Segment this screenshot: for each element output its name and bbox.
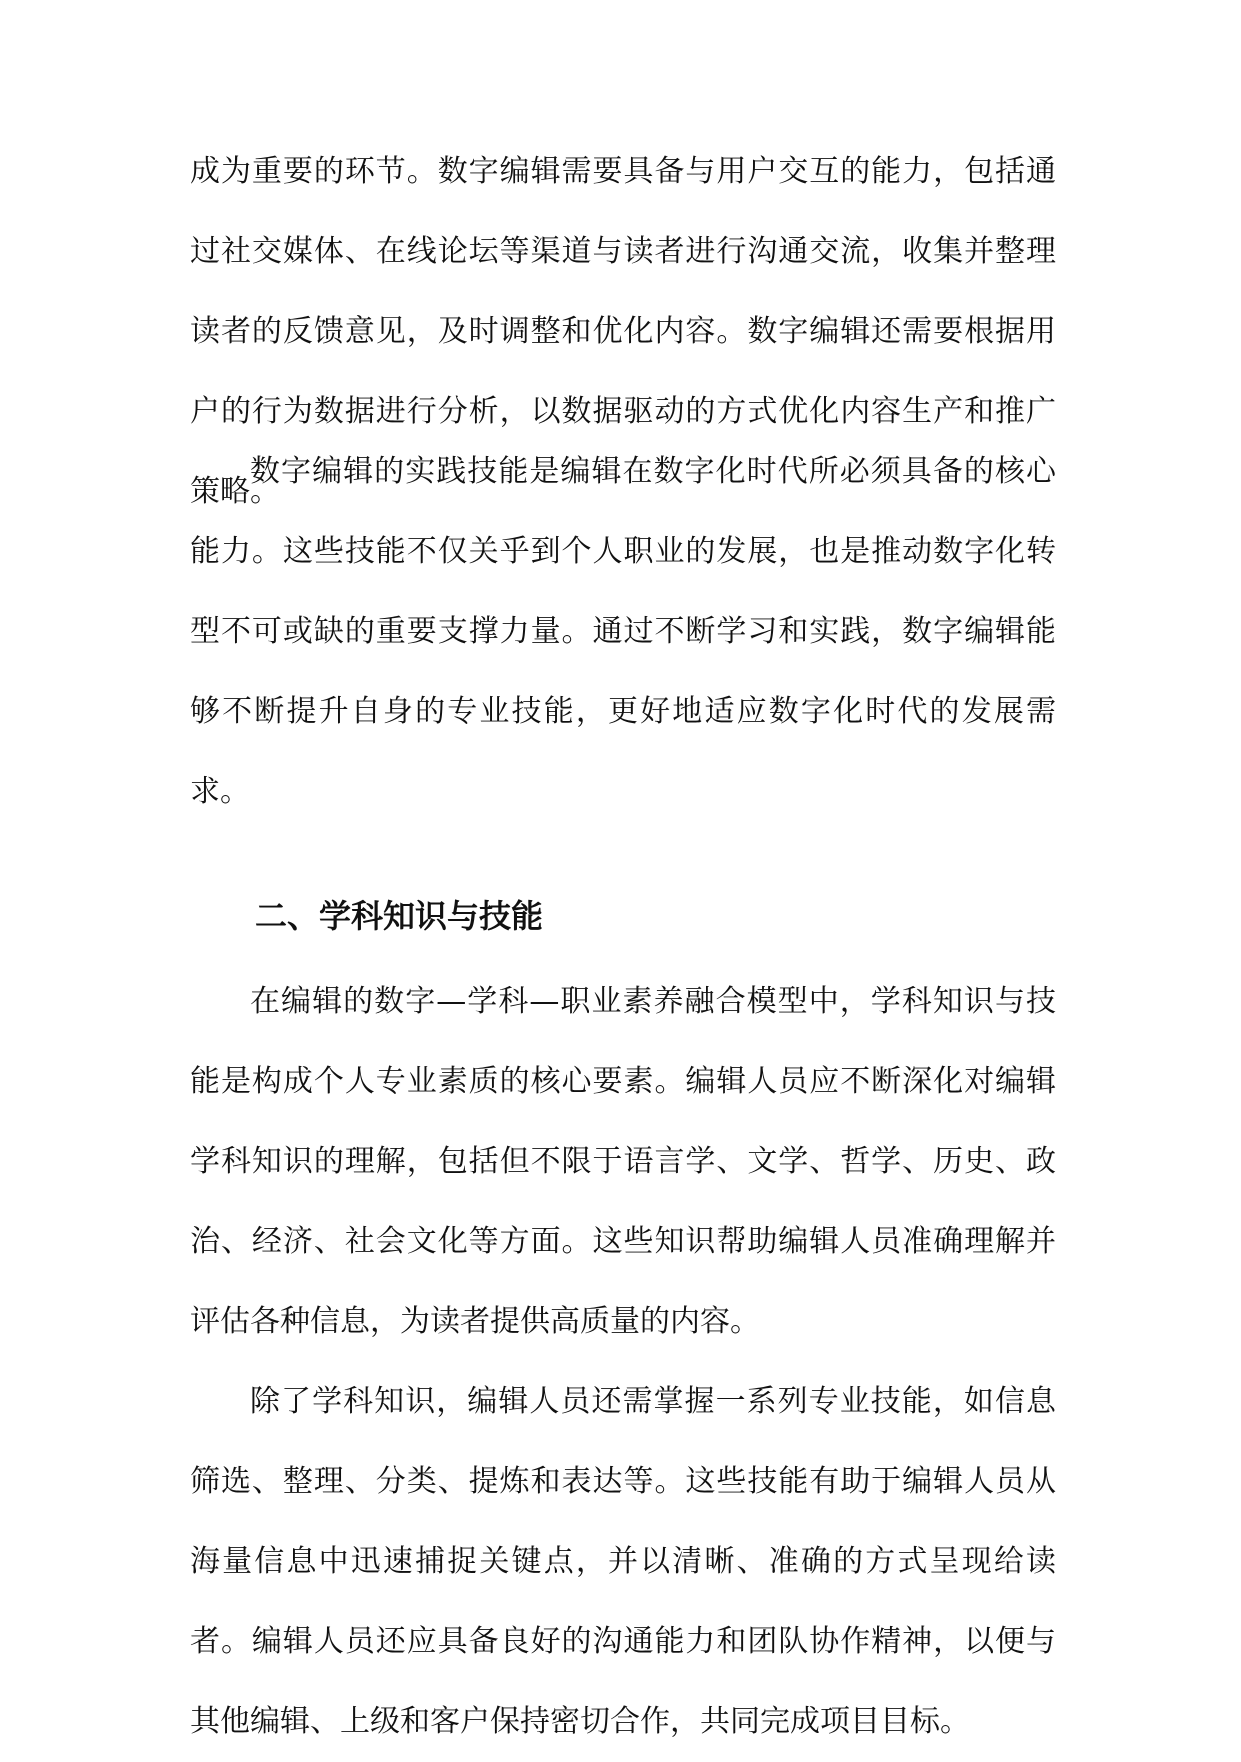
section-heading: 二、学科知识与技能 [255,897,544,935]
paragraph-continuation: 成为重要的环节。数字编辑需要具备与用户交互的能力，包括通过社交媒体、在线论坛等渠道与读者进行沟通交流，收集并整理读者的反馈意见，及时调整和优化内容。数字编辑还需要根据用户的行为数据进行分析，以数据驱动的方式优化内容生产和推广策略。 [190,154,1056,509]
paragraph-practical-skills: 数字编辑的实践技能是编辑在数字化时代所必须具备的核心能力。这些技能不仅关乎到个人职业的发展，也是推动数字化转型不可或缺的重要支撑力量。通过不断学习和实践，数字编辑能够不断提升自身的专业技能，更好地适应数字化时代的发展需求。 [190,454,1056,809]
paragraph-subject-knowledge: 在编辑的数字—学科—职业素养融合模型中，学科知识与技能是构成个人专业素质的核心要素。编辑人员应不断深化对编辑学科知识的理解，包括但不限于语言学、文学、哲学、历史、政治、经济、社会文化等方面。这些知识帮助编辑人员准确理解并评估各种信息，为读者提供高质量的内容。 [190,984,1056,1339]
paragraph-professional-skills: 除了学科知识，编辑人员还需掌握一系列专业技能，如信息筛选、整理、分类、提炼和表达等。这些技能有助于编辑人员从海量信息中迅速捕捉关键点，并以清晰、准确的方式呈现给读者。编辑人员还应具备良好的沟通能力和团队协作精神，以便与其他编辑、上级和客户保持密切合作，共同完成项目目标。 [190,1384,1056,1739]
